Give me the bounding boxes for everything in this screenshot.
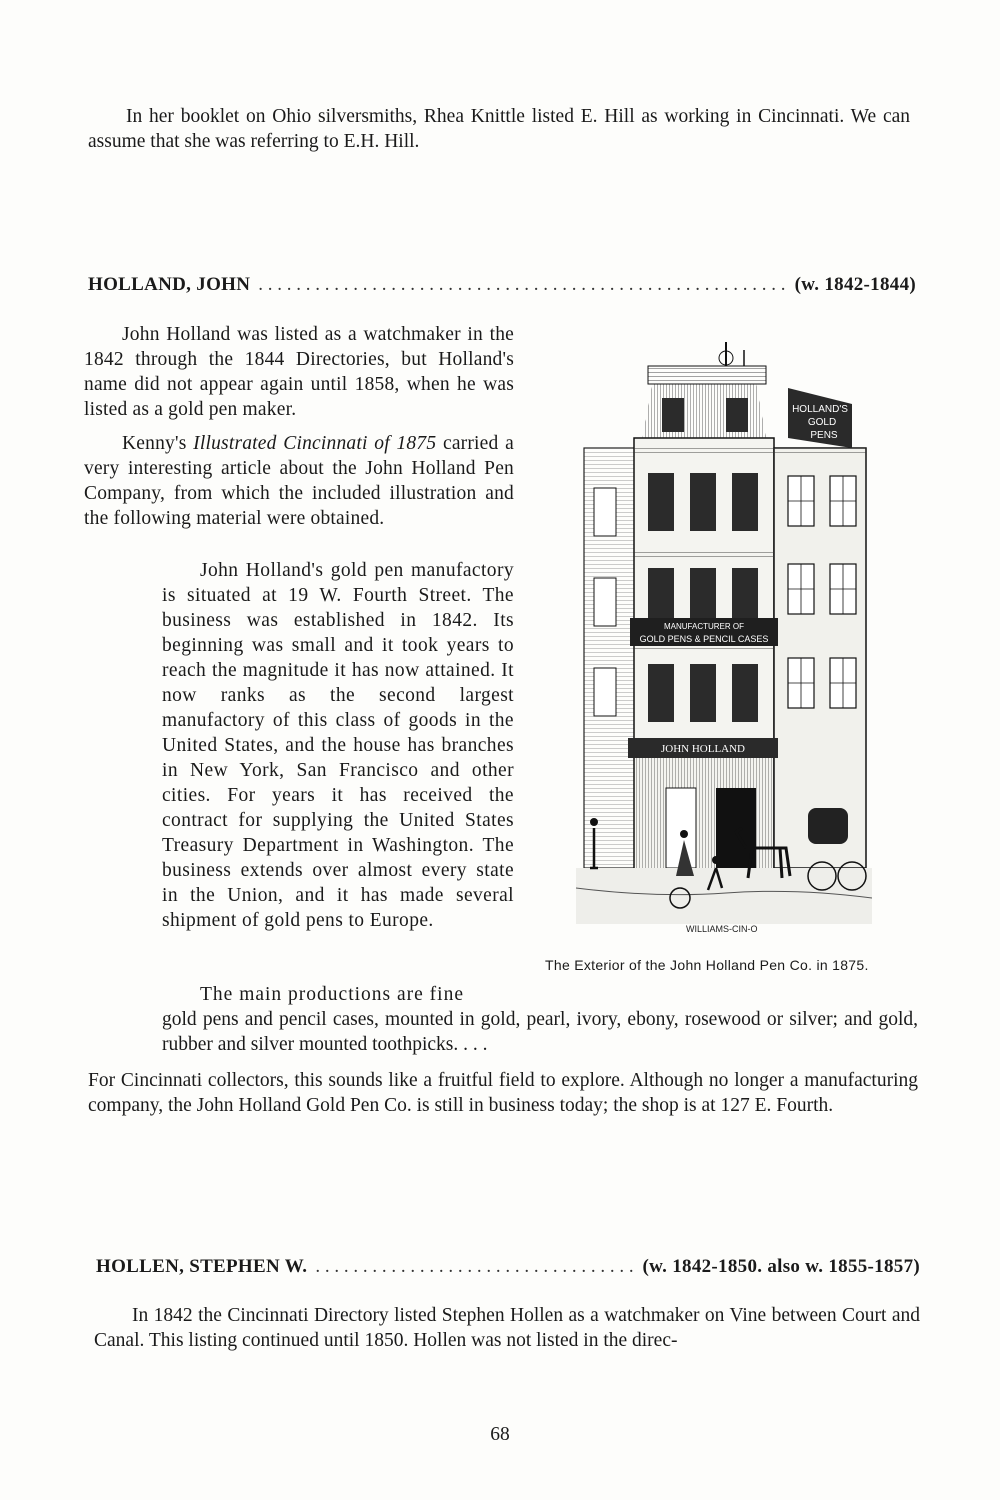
entry-dates: (w. 1842-1850. also w. 1855-1857): [642, 1256, 920, 1277]
entry-dates: (w. 1842-1844): [794, 274, 916, 295]
mid-sign-line-1: MANUFACTURER OF: [664, 622, 744, 631]
holland-paragraph-1: John Holland was listed as a watchmaker in the 1842 through the 1844 Directories, but Holland's name did not appear again until 1858, when he was listed as a gold pen maker.: [84, 324, 514, 420]
hollen-paragraph-1: In 1842 the Cincinnati Directory listed Stephen Hollen as a watchmaker on Vine between Court and Canal. This listing continued until 1850. Hollen was not listed in the direc-: [94, 1305, 920, 1351]
building-illustration: [576, 328, 872, 942]
engraver-signature: WILLIAMS-CIN-O: [686, 924, 758, 934]
roof-sign-line-2: GOLD: [807, 417, 837, 428]
roof-sign-line-1: HOLLAND'S: [792, 404, 848, 415]
page-number: 68: [490, 1424, 510, 1445]
dot-leader: [315, 1254, 634, 1279]
book-title: Illustrated Cincinnati of 1875: [193, 433, 437, 454]
roof-sign-line-3: PENS: [810, 430, 838, 441]
figure-caption: The Exterior of the John Holland Pen Co. in 1875.: [545, 957, 869, 973]
text: carried a very interesting article about the John Holland Pen Company, from which the included illustration and the following material were obtained.: [84, 433, 514, 529]
entry-name: HOLLEN, STEPHEN W.: [96, 1256, 308, 1277]
quote-paragraph-2-start: The main productions are fine: [200, 984, 464, 1005]
text: Kenny's: [122, 433, 194, 454]
store-sign: JOHN HOLLAND: [660, 743, 746, 755]
intro-paragraph: In her booklet on Ohio silversmiths, Rhea Knittle listed E. Hill as working in Cincinnati. We can assume that she was referring to E.H. Hill.: [88, 106, 910, 152]
quote-paragraph-1: John Holland's gold pen manufactory is situated at 19 W. Fourth Street. The business was established in 1842. Its beginning was small and it took years to reach the magnitude it has now attained. It now ranks as the second largest manufactory of this class of goods in the United States, and the house has branches in New York, San Francisco and other cities. For years it has received the contract for supplying the United States Treasury Department in Washington. The business extends over almost every state in the Union, and it has made several shipment of gold pens to Europe.: [162, 560, 514, 931]
dot-leader: [258, 272, 786, 297]
entry-heading-hollen: [96, 1254, 920, 1279]
entry-name: HOLLAND, JOHN: [88, 274, 251, 295]
holland-closing-paragraph: For Cincinnati collectors, this sounds like a fruitful field to explore. Although no longer a manufacturing company, the John Holland Gold Pen Co. is still in business today; the shop is at 127 E. Fourth.: [88, 1070, 918, 1116]
quote-paragraph-2-rest: gold pens and pencil cases, mounted in gold, pearl, ivory, ebony, rosewood or silver; and gold, rubber and silver mounted toothpicks. . . .: [162, 1009, 918, 1055]
mid-sign-line-2: GOLD PENS & PENCIL CASES: [639, 634, 769, 644]
holland-paragraph-2: [84, 431, 514, 531]
entry-heading-holland: [88, 272, 916, 297]
